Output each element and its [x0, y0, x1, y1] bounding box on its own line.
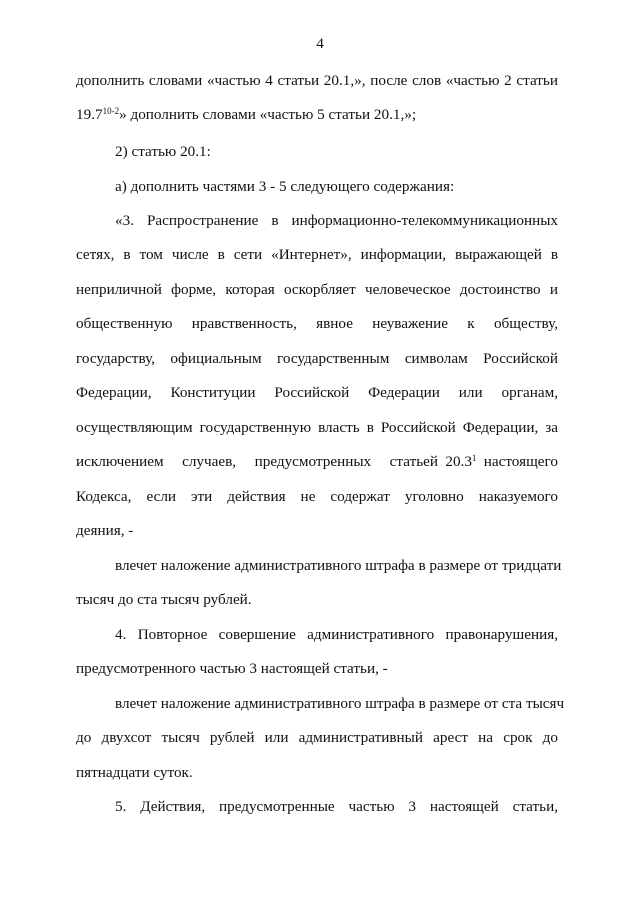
- text-line: до двухсот тысяч рублей или административный арест на срок до: [76, 729, 558, 746]
- text-line: влечет наложение административного штрафа в размере от тридцати: [115, 557, 562, 574]
- text-line: государству, официальным государственным символам Российской: [76, 350, 558, 367]
- text-line: 2) статью 20.1:: [115, 143, 211, 160]
- article-reference: 20.3$^1$: [445, 453, 477, 470]
- text-line: 5. Действия, предусмотренные частью 3 настоящей статьи,: [115, 798, 558, 815]
- text-line: Федерации, Конституции Российской Федерации или органам,: [76, 384, 558, 401]
- text-line: осуществляющим государственную власть в Российской Федерации, за: [76, 419, 558, 436]
- text-line: а) дополнить частями 3 - 5 следующего содержания:: [115, 178, 455, 195]
- article-reference: 19.7: [76, 106, 103, 123]
- text-line: дополнить словами «частью 4 статьи 20.1,», после слов «частью 2 статьи: [76, 72, 558, 89]
- text-line: влечет наложение административного штрафа в размере от ста тысяч: [115, 695, 565, 712]
- page-number: 4: [316, 35, 324, 52]
- line-text: настоящего: [483, 453, 558, 470]
- text-line: тысяч до ста тысяч рублей.: [76, 591, 252, 608]
- text-line: общественную нравственность, явное неуважение к обществу,: [76, 315, 558, 332]
- superscript: 10-2: [102, 106, 120, 116]
- text-line: пятнадцати суток.: [76, 764, 193, 781]
- text-line: «3. Распространение в информационно-телекоммуникационных: [115, 212, 558, 229]
- text-line: предусмотренного частью 3 настоящей статьи, -: [76, 660, 388, 677]
- text-line: [76, 453, 558, 471]
- text-line: [76, 106, 558, 124]
- text-line: Кодекса, если эти действия не содержат уголовно наказуемого: [76, 488, 558, 505]
- text-line: сетях, в том числе в сети «Интернет», информации, выражающей в: [76, 246, 558, 263]
- line-text: » дополнить словами «частью 5 статьи 20.1,»;: [119, 106, 417, 123]
- text-line: 4. Повторное совершение административного правонарушения,: [115, 626, 558, 643]
- text-line: неприличной форме, которая оскорбляет человеческое достоинство и: [76, 281, 558, 298]
- superscript: 1: [471, 453, 477, 463]
- line-text: исключением случаев, предусмотренных статьей: [76, 453, 438, 470]
- text-line: деяния, -: [76, 522, 134, 539]
